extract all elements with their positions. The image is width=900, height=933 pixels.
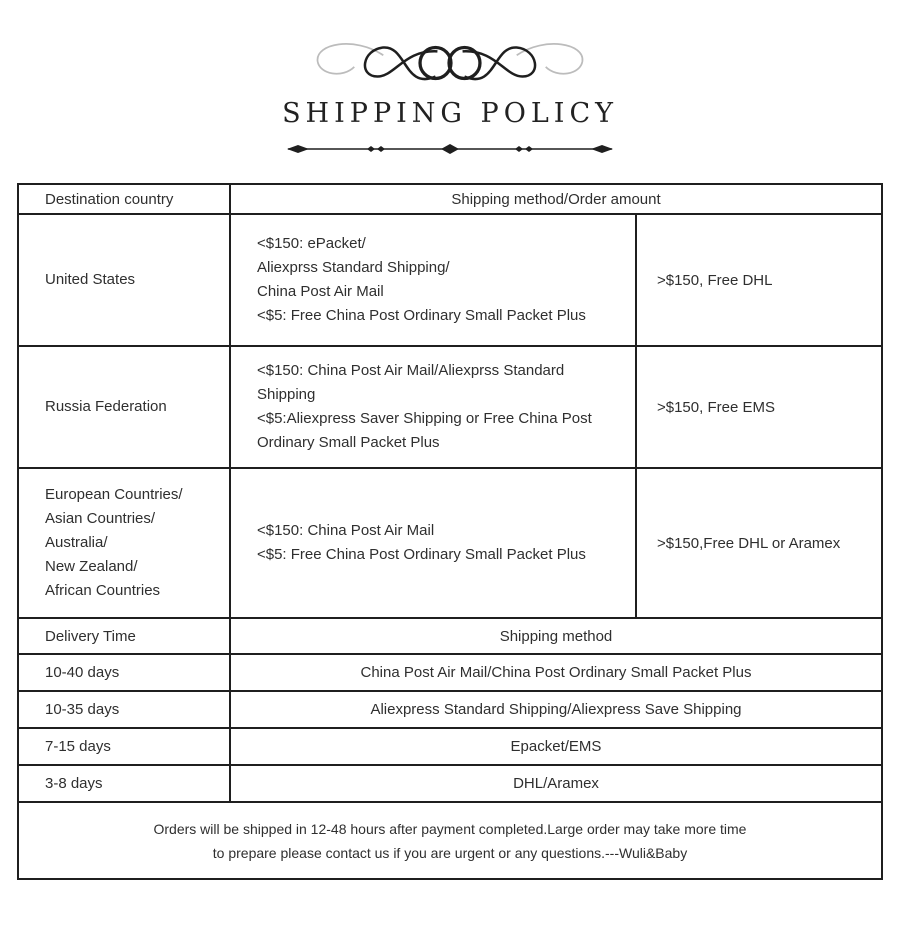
footer-note-cell bbox=[18, 802, 882, 879]
country-name-line: African Countries bbox=[44, 582, 161, 599]
method-line: <$5: Free China Post Ordinary Small Packet Plus bbox=[256, 307, 586, 324]
country-cell bbox=[18, 214, 230, 346]
delivery-row bbox=[18, 728, 882, 765]
table-header-row bbox=[18, 184, 882, 214]
delivery-time-header: Delivery Time bbox=[18, 618, 230, 654]
country-name: United States bbox=[44, 271, 136, 288]
delivery-method-cell: DHL/Aramex bbox=[230, 765, 882, 802]
shipping-methods-cell bbox=[230, 468, 636, 618]
footer-note-line: to prepare please contact us if you are urgent or any questions.---Wuli&Baby bbox=[212, 844, 688, 861]
method-line: Aliexprss Standard Shipping/ bbox=[256, 259, 450, 276]
shipping-methods-cell bbox=[230, 214, 636, 346]
table-row-united-states bbox=[18, 214, 882, 346]
decorative-header bbox=[0, 34, 900, 157]
delivery-row bbox=[18, 765, 882, 802]
delivery-row bbox=[18, 654, 882, 691]
country-name-line: Asian Countries/ bbox=[44, 510, 156, 527]
delivery-method-cell: China Post Air Mail/China Post Ordinary Small Packet Plus bbox=[230, 654, 882, 691]
shipping-method-subheader: Shipping method bbox=[230, 618, 882, 654]
table-row-russia-federation bbox=[18, 346, 882, 468]
country-cell bbox=[18, 346, 230, 468]
delivery-days-cell: 10-35 days bbox=[18, 691, 230, 728]
destination-country-header: Destination country bbox=[18, 184, 230, 214]
method-line: <$150: China Post Air Mail bbox=[256, 522, 435, 539]
method-line: <$150: ePacket/ bbox=[256, 235, 366, 252]
footer-note-row bbox=[18, 802, 882, 879]
method-line: China Post Air Mail bbox=[256, 283, 384, 300]
delivery-row bbox=[18, 691, 882, 728]
table-row-european-countries bbox=[18, 468, 882, 618]
delivery-days-cell: 7-15 days bbox=[18, 728, 230, 765]
country-cell bbox=[18, 468, 230, 618]
order-amount-cell: >$150,Free DHL or Aramex bbox=[636, 468, 882, 618]
order-amount-cell: >$150, Free DHL bbox=[636, 214, 882, 346]
diamond-divider-icon bbox=[0, 141, 900, 157]
page-title: SHIPPING POLICY bbox=[282, 98, 618, 129]
delivery-method-cell: Aliexpress Standard Shipping/Aliexpress Save Shipping bbox=[230, 691, 882, 728]
country-name-line: European Countries/ bbox=[44, 486, 183, 503]
country-name-line: New Zealand/ bbox=[44, 558, 138, 575]
shipping-methods-cell bbox=[230, 346, 636, 468]
delivery-time-header-row bbox=[18, 618, 882, 654]
delivery-method-cell: Epacket/EMS bbox=[230, 728, 882, 765]
country-name: Russia Federation bbox=[44, 398, 167, 415]
delivery-days-cell: 10-40 days bbox=[18, 654, 230, 691]
calligraphic-swirl-icon bbox=[0, 34, 900, 92]
footer-note-line: Orders will be shipped in 12-48 hours after payment completed.Large order may take more time bbox=[153, 820, 747, 837]
method-line: <$5: Free China Post Ordinary Small Packet Plus bbox=[256, 546, 586, 563]
delivery-days-cell: 3-8 days bbox=[18, 765, 230, 802]
country-name-line: Australia/ bbox=[44, 534, 108, 551]
method-line: <$5:Aliexpress Saver Shipping or Free China Post Ordinary Small Packet Plus bbox=[256, 410, 592, 451]
shipping-policy-table bbox=[17, 183, 883, 880]
method-line: <$150: China Post Air Mail/Aliexprss Standard Shipping bbox=[256, 362, 565, 403]
order-amount-cell: >$150, Free EMS bbox=[636, 346, 882, 468]
shipping-method-order-amount-header: Shipping method/Order amount bbox=[230, 184, 882, 214]
